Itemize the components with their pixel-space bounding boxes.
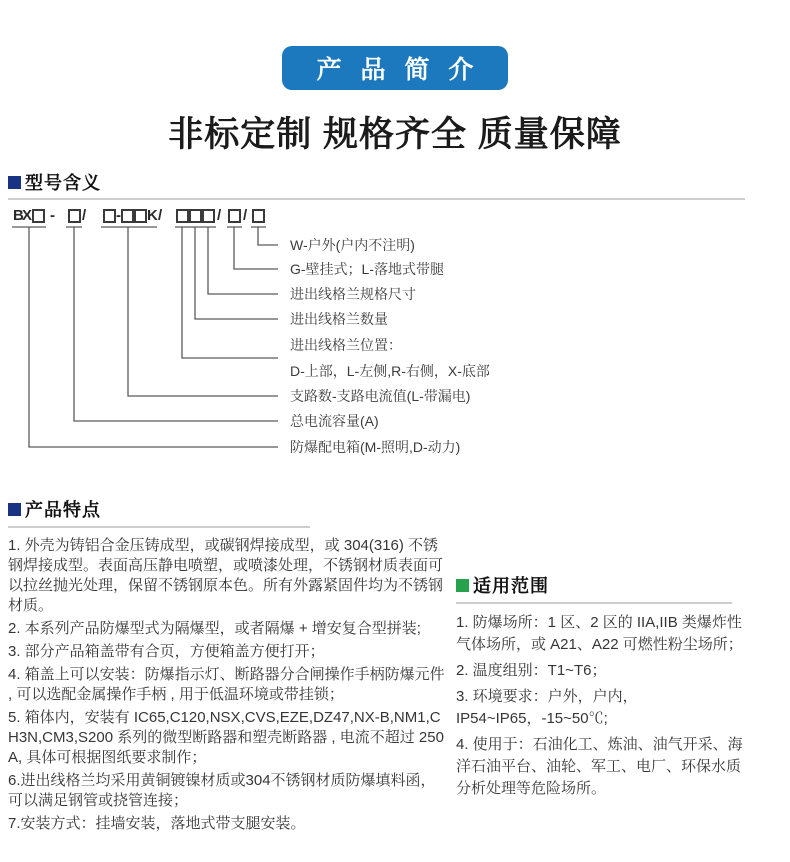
model-code-box: [189, 209, 202, 223]
model-diagram-label: 支路数-支路电流值(L-带漏电): [290, 388, 471, 404]
model-code-box: [32, 209, 45, 223]
features-section-header: [8, 496, 450, 522]
model-code-box: [68, 209, 81, 223]
model-code-char: /: [158, 207, 163, 224]
model-code-char: X: [22, 207, 33, 224]
banner-title: 产 品 简 介: [316, 56, 480, 84]
features-section-title: 产品特点: [25, 500, 101, 520]
model-diagram-label: 进出线格兰规格尺寸: [290, 286, 416, 302]
scope-item: 1. 防爆场所：1 区、2 区的 IIA,IIB 类爆炸性气体场所，或 A21、A22 可燃性粉尘场所；: [456, 614, 743, 653]
model-code-box: [176, 209, 189, 223]
model-code-box: [134, 209, 147, 223]
features-list: [8, 536, 450, 834]
model-diagram: [0, 204, 790, 464]
features-section: [8, 496, 450, 837]
feature-item: 5. 箱体内，安装有 IC65,C120,NSX,CVS,EZE,DZ47,NX-B,NM1,CH3N,CM3,S200 系列的微型断路器和塑壳断路器 , 电流不超过 250A, 具体可根据图纸要求制作；: [8, 709, 444, 766]
feature-item: 6.进出线格兰均采用黄铜镀镍材质或304不锈钢材质防爆填料函，可以满足钢管或挠管连接；: [8, 772, 436, 809]
scope-section: [456, 572, 746, 804]
model-diagram-label: 总电流容量(A): [290, 413, 379, 429]
content-columns: [0, 496, 790, 837]
blue-square-icon: [8, 503, 21, 516]
feature-item: 4. 箱盖上可以安装：防爆指示灯、断路器分合闸操作手柄防爆元件 , 可以选配金属操作手柄 , 用于低温环境或带挂锁；: [8, 666, 445, 703]
scope-section-header: [456, 572, 746, 598]
scope-item: 3. 环境要求：户外，户内，IP54~IP65，-15~50℃;: [456, 688, 638, 727]
model-code-char: -: [116, 207, 121, 224]
model-code-char: -: [50, 207, 55, 224]
model-diagram-label: D-上部，L-左侧,R-右侧，X-底部: [290, 363, 490, 379]
divider: [8, 526, 310, 528]
feature-item: 3. 部分产品箱盖带有合页，方便箱盖方便打开；: [8, 643, 325, 660]
model-code-box: [103, 209, 116, 223]
model-diagram-label: 进出线格兰位置：: [290, 337, 402, 353]
model-code-box: [202, 209, 215, 223]
product-intro-page: [0, 46, 790, 862]
scope-list: [456, 612, 746, 800]
divider: [456, 602, 732, 604]
green-square-icon: [456, 579, 469, 592]
model-diagram-label: 防爆配电箱(M-照明,D-动力): [290, 439, 461, 455]
model-diagram-label: W-户外(户内不注明): [290, 237, 415, 253]
model-diagram-label: 进出线格兰数量: [290, 311, 388, 327]
model-code-char: /: [217, 207, 222, 224]
blue-square-icon: [8, 176, 21, 189]
scope-item: 2. 温度组别：T1~T6；: [456, 662, 607, 679]
model-code-box: [121, 209, 134, 223]
model-code-char: /: [243, 207, 248, 224]
scope-section-title: 适用范围: [473, 576, 549, 596]
model-section-header: [0, 169, 790, 195]
model-code-char: K: [147, 207, 158, 224]
feature-item: 2. 本系列产品防爆型式为隔爆型，或者隔爆 + 增安复合型拼装;: [8, 620, 421, 637]
model-code-char: /: [82, 207, 87, 224]
scope-item: 4. 使用于：石油化工、炼油、油气开采、海洋石油平台、油轮、军工、电厂、环保水质分析处理等危险场所。: [456, 736, 743, 797]
divider: [8, 198, 745, 200]
model-section-title: 型号含义: [25, 173, 101, 193]
model-code-box: [252, 209, 265, 223]
feature-item: 1. 外壳为铸铝合金压铸成型，或碳钢焊接成型，或 304(316) 不锈钢焊接成型。表面高压静电喷塑，或喷漆处理，不锈钢材质表面可以拉丝抛光处理，保留不锈钢原本色。所有外露紧固件均为不锈钢材质。: [8, 537, 444, 614]
model-diagram-label: G-壁挂式；L-落地式带腿: [290, 261, 444, 277]
model-code-char: B: [13, 207, 24, 224]
hero-title: 非标定制 规格齐全 质量保障: [168, 115, 622, 154]
model-code-box: [228, 209, 241, 223]
product-intro-banner: [282, 46, 508, 90]
feature-item: 7.安装方式：挂墙安装，落地式带支腿安装。: [8, 815, 306, 832]
